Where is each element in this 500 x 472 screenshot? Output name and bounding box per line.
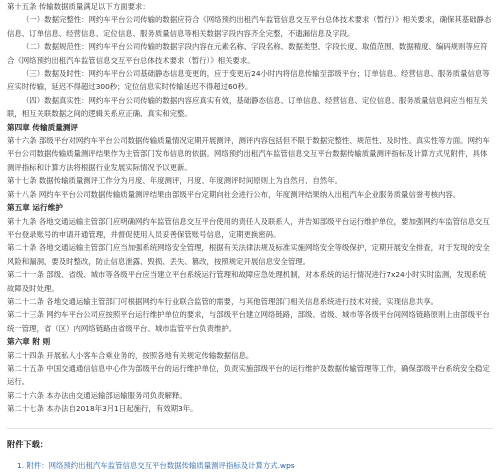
paragraph: 第二十一条 部级、省级、城市等各级平台应当建立平台系统运行管理和故障应急处理机制，对本系统的运行情况进行7x24小时实时监测，发现系统故障及时处理。 <box>7 270 487 293</box>
paragraph: 第十九条 各地交通运输主管部门应明确网约车监管信息交互平台使用的责任人及联系人，并告知部级平台运行维护单位，要加强网约车监管信息交互平台登录账号的申请开通管理，并督促使用人员妥善保管账号信息，定期更换密码。 <box>7 216 490 239</box>
paragraph: 第十六条 部级平台对网约车平台公司数据传输质量情况定期开展测评，测评内容包括但不限于数据完整性、规范性、及时性、真实性等方面。网约车平台公司数据传输质量测评结果作为主管部门发布信息的依据。网络预约出租汽车监管信息交互平台数据传输质量测评指标及计算方式见附件，具体测评指标和计算方法将根据行业发展实际情况予以更新。 <box>7 136 490 172</box>
paragraph: （三）数据及时性：网约车平台公司基础静态信息变更的，应于变更后24小时内将信息传输至部级平台；订单信息、经营信息、服务质量信息等应实时传输，延迟不得超过300秒；定位信息实时传输延迟不得超过60秒。 <box>7 69 490 92</box>
paragraph: （二）数据规范性：网约车平台公司传输的数据字段内容在元素名称、字段名称、数据类型、字段长度、取值范围、数据精度、编码规则等应符合《网络预约出租汽车监管信息交互平台总体技术要求（暂行）》相关要求。 <box>7 42 488 65</box>
chapter-heading: 第五章 运行维护 <box>7 203 63 213</box>
attachments-title: 附件下载： <box>7 438 48 449</box>
paragraph: （一）数据完整性：网约车平台公司传输的数据应符合《网络预约出租汽车监管信息交互平台总体技术要求（暂行）》相关要求，确保其基础静态信息、订单信息、经营信息、定位信息、服务质量信息等相关数据字段内容齐全完整，不遗漏信息及字段。 <box>7 15 492 38</box>
paragraph: 第二十七条 本办法自2018年3月1日起施行，有效期3年。 <box>7 404 198 414</box>
paragraph: 第二十六条 本办法由交通运输部运输服务司负责解释。 <box>7 390 187 400</box>
paragraph: 第二十二条 各地交通运输主管部门可根据网约车行业联合监管的需要，与其他管理部门相关信息系统进行技术对接，实现信息共享。 <box>7 296 439 306</box>
paragraph: （四）数据真实性：网约车平台公司传输的数据内容应真实有效，基础静态信息、订单信息、经营信息、定位信息、服务质量信息间应当相互关联，相互关联数据之间的逻辑关系应正确、真实和完整。 <box>7 95 488 119</box>
attachments-section <box>0 438 500 472</box>
paragraph: 第十八条 网约车平台公司数据传输质量测评结果由部级平台定期向社会进行公布，年度测评结果纳入出租汽车企业服务质量信誉考核内容。 <box>7 189 461 199</box>
paragraph: 第二十四条 开展私人小客车合乘业务的，按照各地有关规定传输数据信息。 <box>7 350 254 360</box>
chapter-heading: 第六章 附 则 <box>7 337 51 347</box>
chapter-heading: 第四章 传输质量测评 <box>7 122 78 132</box>
attachment-download-link[interactable]: 1. 附件：网络预约出租汽车监管信息交互平台数据传输质量测评指标及计算方式.wps <box>17 460 295 470</box>
section-divider <box>7 428 493 429</box>
paragraph: 第十五条 传输数据质量满足以下方面要求： <box>7 2 150 11</box>
paragraph: 第二十条 各地交通运输主管部门应当加强系统网络安全管理，根据有关法律法规及标准实施网络安全等级保护，定期开展安全排查，对于发现的安全风险和漏洞，要及时整改，防止信息泄露、毁损、丢失、篡改，按照规定开展信息安全管理。 <box>7 243 490 266</box>
paragraph: 第二十五条 中国交通通信信息中心作为部级平台的运行维护单位，负责实施部级平台的运行维护及数据传输管理等工作，确保部级平台系统安全稳定运行。 <box>7 363 490 387</box>
paragraph: 第二十三条 网约车平台公司应按照平台运行维护单位的要求，与部级平台建立网络链路，部级、省级、城市等各级平台间网络链路原则上由部级平台统一管理，省（区）内网络链路由省级平台、城市监管平台负责维护。 <box>7 310 490 333</box>
paragraph: 第十七条 数据传输质量测评工作分为月度、年度测评，月度、年度测评时间原则上为自然月、自然年。 <box>7 176 342 186</box>
